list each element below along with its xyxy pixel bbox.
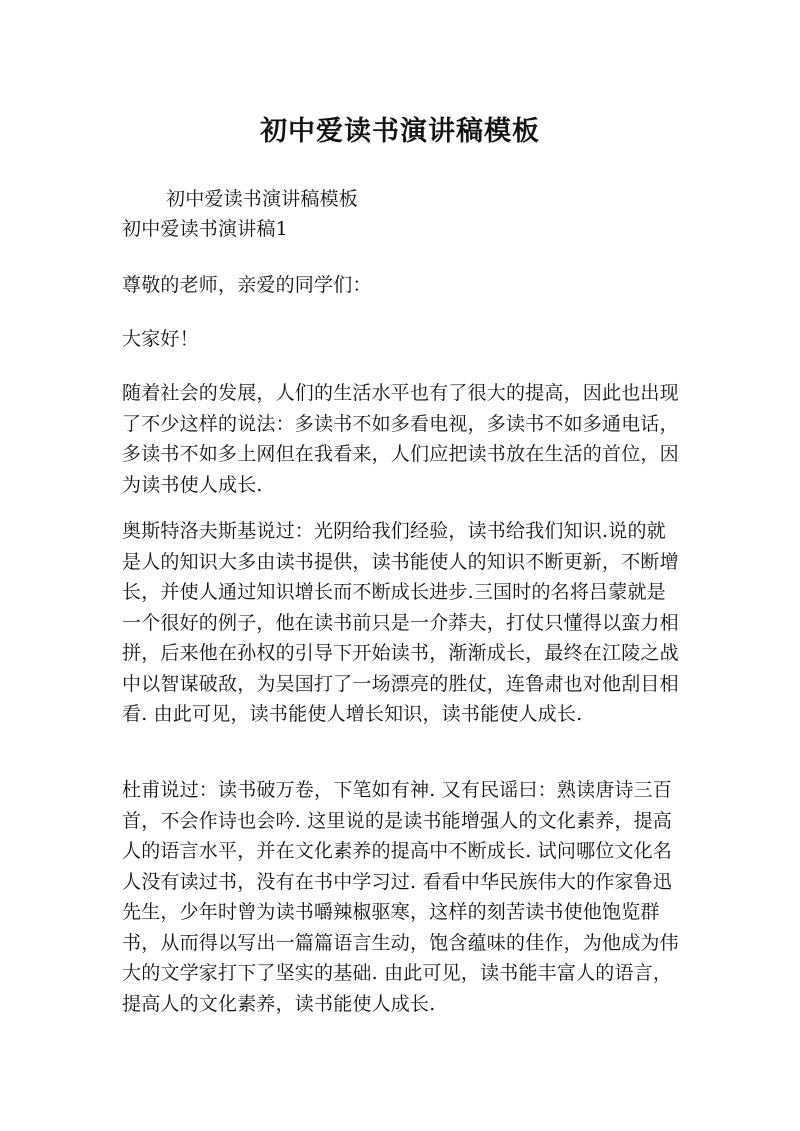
speech-heading: 初中爱读书演讲稿1: [122, 218, 288, 240]
greeting-line: 尊敬的老师，亲爱的同学们：: [122, 274, 372, 296]
paragraph-3: 杜甫说过：读书破万卷，下笔如有神. 又有民谣曰：熟读唐诗三百首，不会作诗也会吟. 这里说的是读书能增强人的文化素养，提高人的语言水平，并在文化素养的提高中不断成长. 试问哪位文化名人没有读过书，没有在书中学习过. 看看中华民族伟大的作家鲁迅先生，少年时曾为读书嚼辣椒驱寒，这样的刻苦读书使他饱览群书，从而得以写出一篇篇语言生动，饱含蕴味的佳作，为他成为伟大的文学家打下了坚实的基础. 由此可见，读书能丰富人的语言，提高人的文化素养，读书能使人成长.: [122, 779, 679, 1015]
document-title: 初中爱读书演讲稿模板: [260, 116, 540, 147]
paragraph-2: 奥斯特洛夫斯基说过：光阴给我们经验，读书给我们知识.说的就是人的知识大多由读书提供，读书能使人的知识不断更新，不断增长，并使人通过知识增长而不断成长进步.三国时的名将吕蒙就是一个很好的例子，他在读书前只是一介莽夫，打仗只懂得以蛮力相拼，后来他在孙权的引导下开始读书，渐渐成长，最终在江陵之战中以智谋破敌，为吴国打了一场漂亮的胜仗，连鲁肃也对他刮目相看. 由此可见，读书能使人增长知识，读书能使人成长.: [122, 520, 679, 725]
paragraph-1: 随着社会的发展，人们的生活水平也有了很大的提高，因此也出现了不少这样的说法：多读书不如多看电视，多读书不如多通电话，多读书不如多上网但在我看来，人们应把读书放在生活的首位，因为读书使人成长.: [122, 382, 679, 496]
hello-line: 大家好！: [122, 328, 199, 350]
document-subtitle: 初中爱读书演讲稿模板: [166, 188, 359, 210]
